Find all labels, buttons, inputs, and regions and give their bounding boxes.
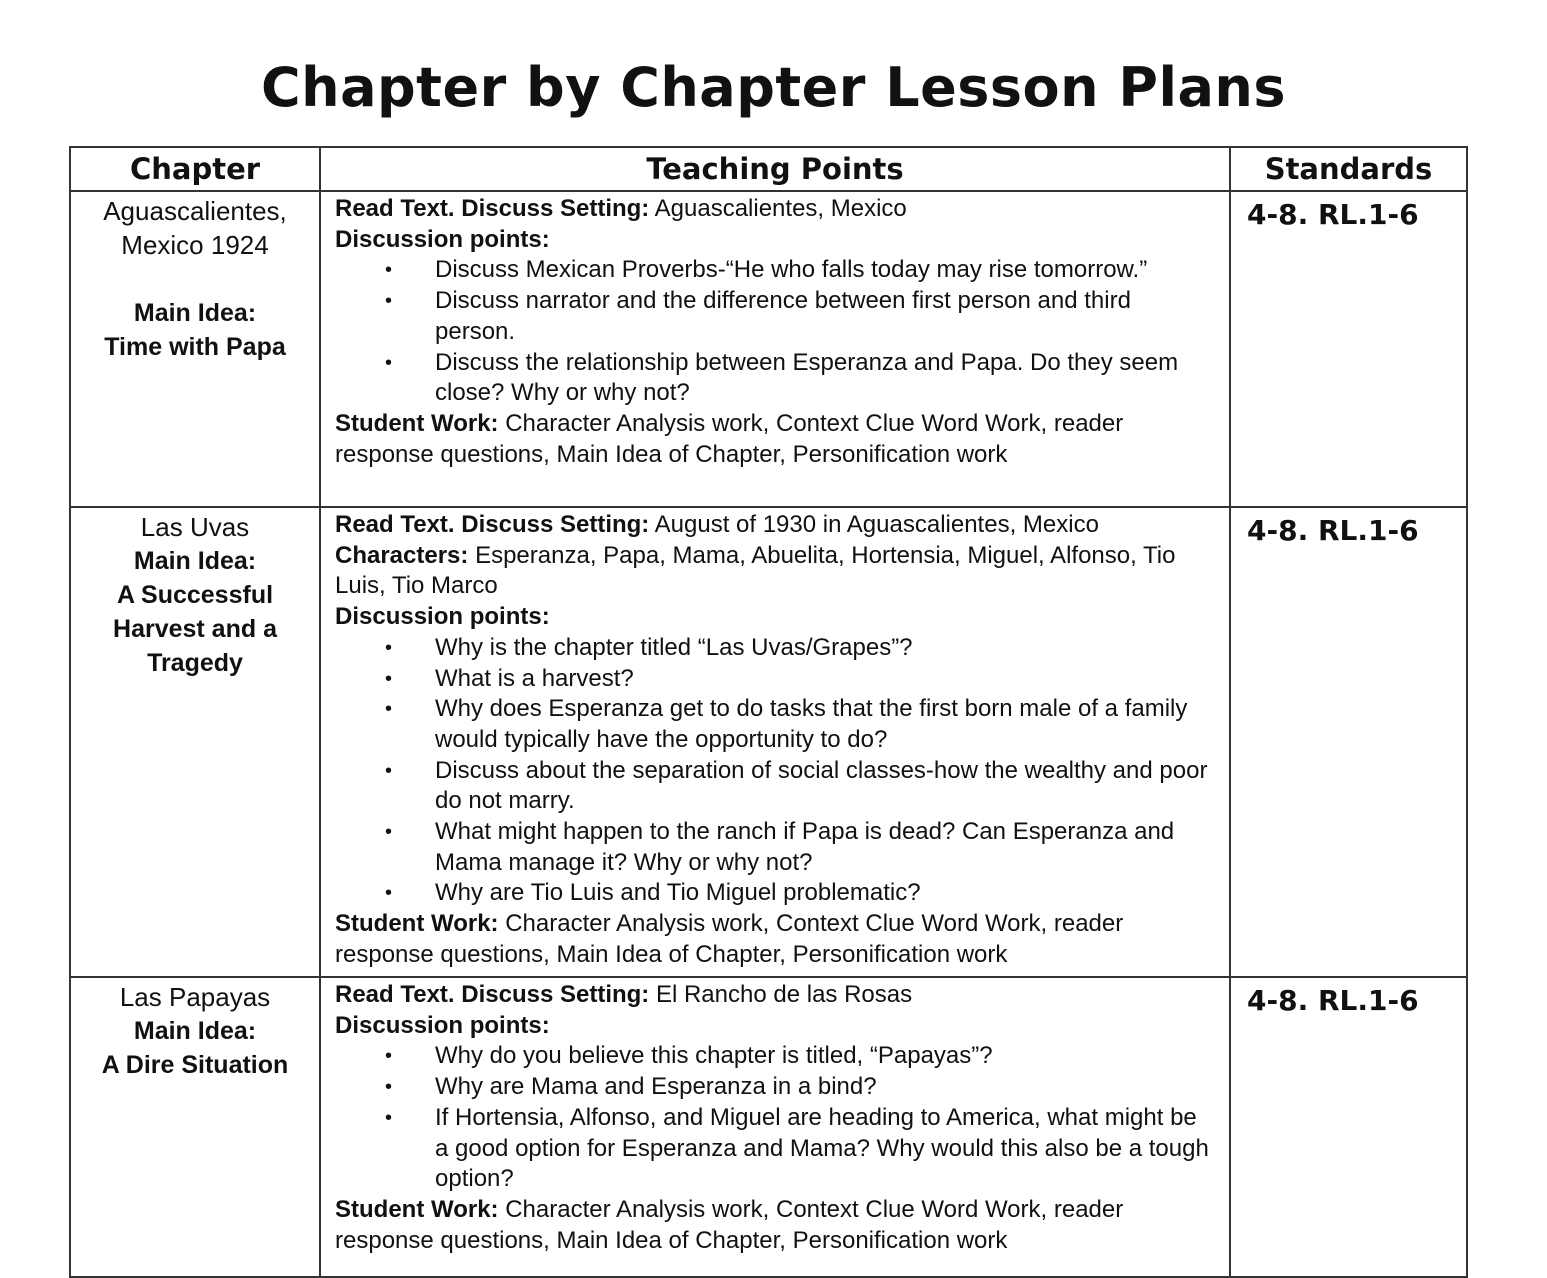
setting-text: Aguascalientes, Mexico — [654, 195, 907, 222]
list-item: • Discuss the relationship between Esperanza and Papa. Do they seem close? Why or why not? — [385, 348, 1179, 407]
student-work-label: Student Work: — [335, 1195, 499, 1223]
student-work-line — [335, 909, 1213, 970]
setting-text: August of 1930 in Aguascalientes, Mexico — [654, 511, 1099, 538]
chapter-name: Aguascalientes, Mexico 1924 — [103, 196, 287, 260]
bullet-icon: • — [385, 290, 393, 313]
student-work-text: Character Analysis work, Context Clue Word Work, reader response questions, Main Idea of Chapter, Personification work — [335, 409, 1124, 468]
discussion-label: Discussion points: — [335, 603, 550, 631]
main-idea-label: Main Idea: — [133, 1017, 257, 1045]
teaching-points-cell — [320, 977, 1230, 1277]
chapter-cell — [70, 977, 320, 1277]
bullet-icon: • — [385, 259, 393, 282]
page-title: Chapter by Chapter Lesson Plans — [261, 56, 1286, 119]
read-text-label: Read Text. Discuss Setting: — [335, 195, 650, 222]
read-text-label: Read Text. Discuss Setting: — [335, 981, 650, 1008]
chapter-name: Las Papayas — [119, 982, 271, 1012]
bullet-icon: • — [385, 351, 393, 374]
lesson-plan-table — [69, 146, 1468, 1278]
bullet-icon: • — [385, 1045, 393, 1068]
discussion-label: Discussion points: — [335, 1011, 550, 1039]
list-item: • What might happen to the ranch if Papa is dead? Can Esperanza and Mama manage it? Why or why not? — [385, 818, 1175, 876]
main-idea-label: Main Idea: — [133, 299, 257, 327]
list-item: • If Hortensia, Alfonso, and Miguel are heading to America, what might be a good option for Esperanza and Mama? Why would this also be a tough option? — [385, 1103, 1209, 1193]
standards-cell: 4-8. RL.1-6 — [1230, 977, 1467, 1277]
list-item: • Why does Esperanza get to do tasks that the first born male of a family would typically have the opportunity to do? — [385, 695, 1188, 753]
bullet-icon: • — [385, 882, 393, 905]
header-chapter: Chapter — [70, 147, 320, 191]
setting-line — [335, 980, 1213, 1011]
chapter-cell — [70, 191, 320, 507]
table-row — [70, 977, 1467, 1277]
header-standards: Standards — [1230, 147, 1467, 191]
setting-line — [335, 194, 1213, 225]
table-row — [70, 191, 1467, 507]
list-item: • Why do you believe this chapter is titled, “Papayas”? — [335, 1041, 1213, 1072]
discussion-label: Discussion points: — [335, 225, 550, 253]
table-row — [70, 507, 1467, 977]
list-item: • Why are Tio Luis and Tio Miguel problematic? — [335, 878, 1213, 909]
student-work-text: Character Analysis work, Context Clue Word Work, reader response questions, Main Idea of Chapter, Personification work — [335, 1195, 1124, 1254]
list-item: • Discuss Mexican Proverbs-“He who falls today may rise tomorrow.” — [335, 255, 1213, 286]
bullet-icon: • — [385, 821, 393, 844]
standards-cell: 4-8. RL.1-6 — [1230, 191, 1467, 507]
list-item: • Why are Mama and Esperanza in a bind? — [335, 1072, 1213, 1103]
table-header-row — [70, 147, 1467, 191]
bullet-icon: • — [385, 1076, 393, 1099]
characters-label: Characters: — [335, 541, 469, 569]
main-idea-text: A Dire Situation — [101, 1051, 289, 1079]
characters-line — [335, 541, 1213, 602]
discussion-list — [335, 1041, 1213, 1195]
student-work-label: Student Work: — [335, 409, 499, 437]
list-item: • Why is the chapter titled “Las Uvas/Grapes”? — [335, 633, 1213, 664]
chapter-name: Las Uvas — [140, 512, 250, 542]
student-work-text: Character Analysis work, Context Clue Word Work, reader response questions, Main Idea of Chapter, Personification work — [335, 910, 1124, 968]
bullet-icon: • — [385, 667, 393, 690]
characters-text: Esperanza, Papa, Mama, Abuelita, Hortensia, Miguel, Alfonso, Tio Luis, Tio Marco — [335, 541, 1176, 600]
bullet-icon: • — [385, 759, 393, 782]
chapter-cell — [70, 507, 320, 977]
list-item: • Discuss about the separation of social classes-how the wealthy and poor do not marry. — [385, 756, 1208, 815]
header-teaching-points: Teaching Points — [320, 147, 1230, 191]
main-idea-text: Time with Papa — [104, 333, 286, 361]
setting-text: El Rancho de las Rosas — [655, 981, 913, 1008]
discussion-list — [335, 633, 1213, 909]
list-item: • What is a harvest? — [335, 664, 1213, 695]
teaching-points-cell — [320, 191, 1230, 507]
setting-line — [335, 510, 1213, 541]
main-idea-label: Main Idea: — [133, 547, 257, 575]
bullet-icon: • — [385, 1106, 393, 1129]
bullet-icon: • — [385, 636, 393, 659]
list-item: • Discuss narrator and the difference between first person and third person. — [385, 287, 1131, 345]
student-work-line — [335, 1195, 1213, 1256]
student-work-line — [335, 409, 1213, 470]
standards-cell: 4-8. RL.1-6 — [1230, 507, 1467, 977]
read-text-label: Read Text. Discuss Setting: — [335, 511, 650, 538]
student-work-label: Student Work: — [335, 910, 499, 938]
bullet-icon: • — [385, 698, 393, 721]
discussion-list — [335, 255, 1213, 409]
main-idea-text: A Successful Harvest and a Tragedy — [113, 581, 277, 677]
teaching-points-cell — [320, 507, 1230, 977]
